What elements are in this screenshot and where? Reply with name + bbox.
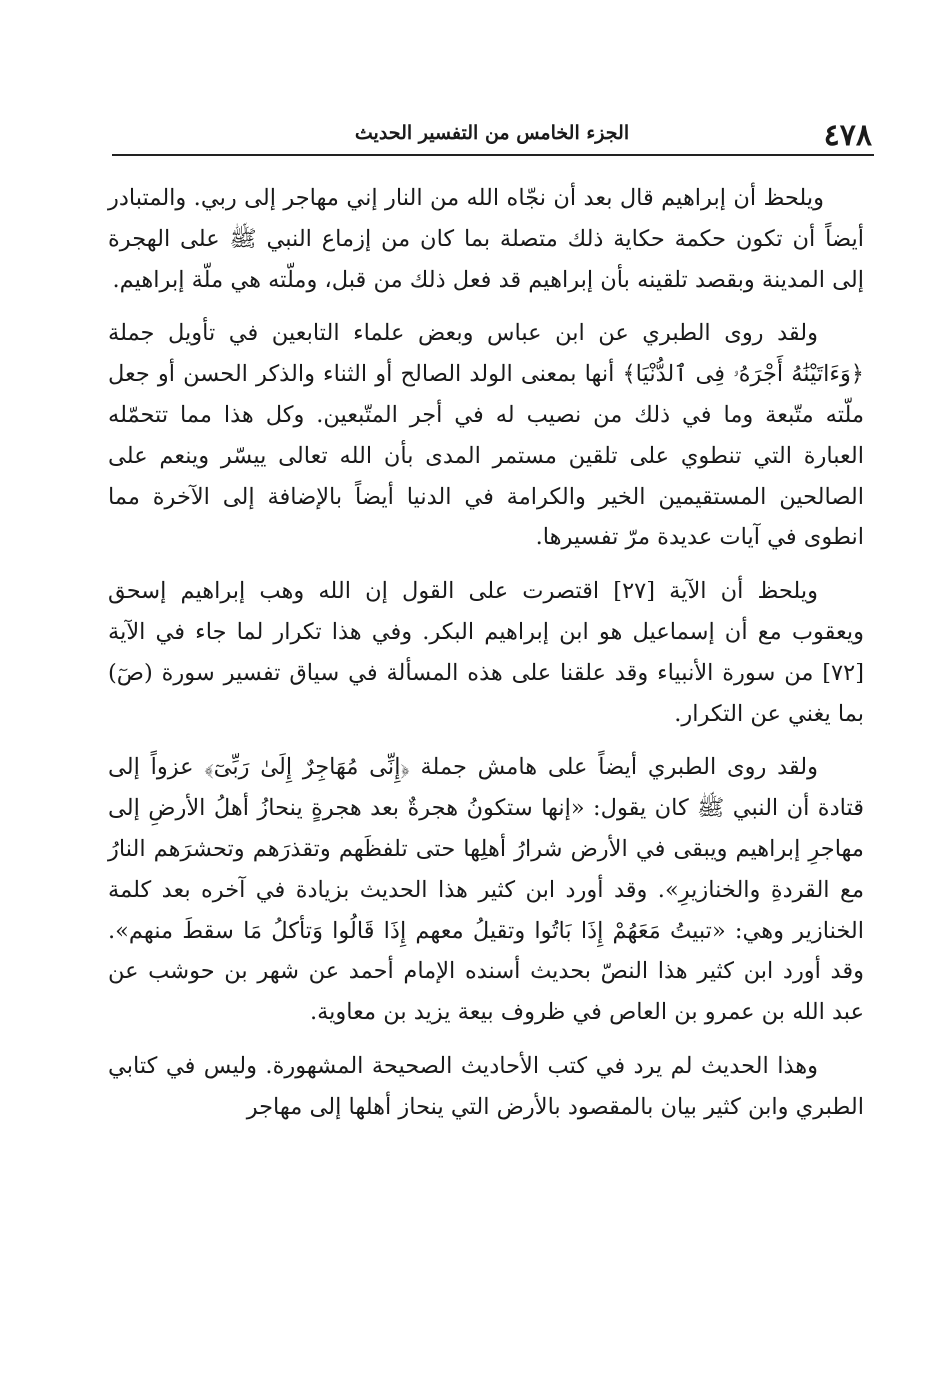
running-title: الجزء الخامس من التفسير الحديث: [354, 122, 630, 144]
paragraph: ولقد روى الطبري عن ابن عباس وبعض علماء التابعين في تأويل جملة ﴿وَءَاتَيْنَٰهُ أَجْرَهُۥ فِى ٱلدُّنْيَا﴾ أنها بمعنى الولد الصالح أو الثناء والذكر الحسن أو جعل ملّته متّبعة وما في ذلك من نصيب له في أجر المتّبعين. وكل هذا مما تتحمّله العبارة التي تنطوي على تلقين مستمر المدى بأن الله تعالى ييسّر وينعم على الصالحين المستقيمين الخير والكرامة في الدنيا أيضاً بالإضافة إلى الآخرة مما انطوى في آيات عديدة مرّ تفسيرها.: [108, 320, 864, 551]
header-divider: [112, 154, 874, 156]
paragraph: وهذا الحديث لم يرد في كتب الأحاديث الصحيحة المشهورة. وليس في كتابي الطبري وابن كثير بيان بالمقصود بالأرض التي ينحاز أهلها إلى مهاجر: [108, 1052, 864, 1120]
paragraph: ولقد روى الطبري أيضاً على هامش جملة ﴿إِنِّى مُهَاجِرٌ إِلَىٰ رَبِّىٓ﴾ عزواً إلى قتادة أن النبي ﷺ كان يقول: «إنها ستكونُ هجرةٌ بعد هجرةٍ ينحازُ أهلُ الأرضِ إلى مهاجرِ إبراهيم ويبقى في الأرض شرارُ أهلِها حتى تلفظَهم وتقذرَهم وتحشرَهم النارُ مع القردةِ والخنازيرِ». وقد أورد ابن كثير هذا الحديث بزيادة في آخره بعد كلمة الخنازير وهي: «تبيتُ مَعَهُمْ إِذَا بَاتُوا وتقيلُ معهم إِذَا قَالُوا وَتأكلُ مَا سقطَ منهم». وقد أورد ابن كثير هذا النصّ بحديث أسنده الإمام أحمد عن شهر بن حوشب عن عبد الله بن عمرو بن العاص في ظروف بيعة يزيد بن معاوية.: [108, 754, 864, 1026]
body-text: [108, 178, 864, 1141]
page-number: ٤٧٨: [823, 118, 872, 153]
paragraph: ويلحظ أن إبراهيم قال بعد أن نجّاه الله من النار إني مهاجر إلى ربي. والمتبادر أيضاً أن تكون حكمة حكاية ذلك متصلة بما كان من إزماع النبي ﷺ على الهجرة إلى المدينة وبقصد تلقينه بأن إبراهيم قد فعل ذلك من قبل، وملّته هي ملّة إبراهيم.: [108, 185, 864, 293]
page-header: [112, 112, 872, 158]
paragraph: ويلحظ أن الآية [٢٧] اقتصرت على القول إن الله وهب إبراهيم إسحق ويعقوب مع أن إسماعيل هو ابن إبراهيم البكر. وفي هذا تكرار لما جاء في الآية [٧٢] من سورة الأنبياء وقد علقنا على هذه المسألة في سياق تفسير سورة (صٓ) بما يغني عن التكرار.: [108, 578, 864, 727]
